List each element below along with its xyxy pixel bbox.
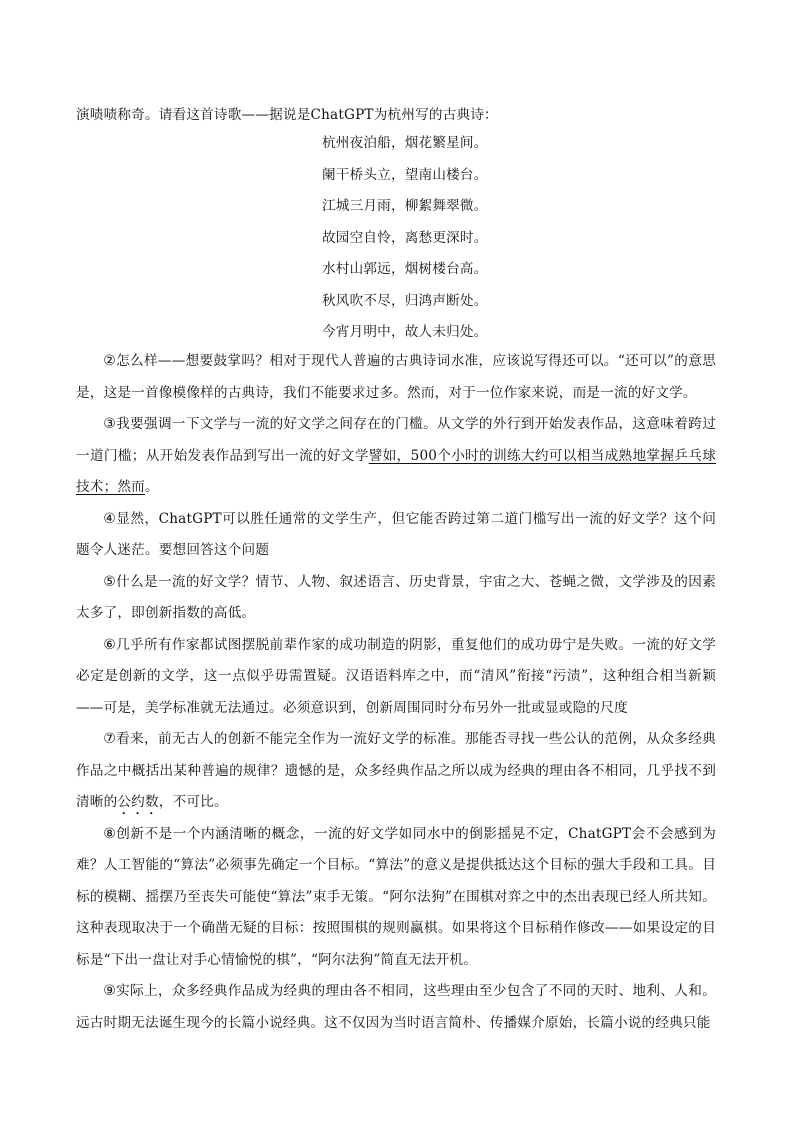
poem-line: 阑干桥头立，望南山楼台。 <box>322 166 488 183</box>
paragraph-text: 创新不是一个内涵清晰的概念，一流的好文学如同水中的倒影摇晃不定，ChatGPT会不会感到为难？人工智能的“算法”必须事先确定一个目标。“算法”的意义是提供抵达这个目标的强大手段和工具。目标的模糊、摇摆乃至丧失可能使“算法”束手无策。“阿尔法狗”在围棋对弈之中的杰出表现已经人所共知。这种表现取决于一个确凿无疑的目标：按照围棋的规则赢棋。如果将这个目标稍作修改——如果设定的目标是“下出一盘让对手心情愉悦的棋”，“阿尔法狗”简直无法开机。 <box>76 825 716 968</box>
classical-poem <box>322 128 488 349</box>
paragraph-text: 我要强调一下文学与一流的好文学之间存在的门槛。从文学的外行到开始发表作品，这意味着跨过一道门槛；从开始发表作品到写出一流的好文学 <box>76 416 716 464</box>
poem-line: 故园空自怜，离愁更深时。 <box>322 229 488 246</box>
paragraph-number: ② <box>103 353 117 369</box>
paragraph-text: 。 <box>144 479 159 495</box>
paragraph-number: ⑤ <box>103 573 117 590</box>
paragraph-5 <box>76 567 716 630</box>
paragraph-text: 实际上，众多经典作品成为经典的理由各不相同，这些理由至少包含了不同的天时、地利、人和。远古时期无法诞生现今的长篇小说经典。这不仅因为当时语言简朴、传播媒介原始，长篇小说的经典只能 <box>76 983 716 1031</box>
paragraph-text: ，不可比。 <box>158 794 228 810</box>
paragraph-2 <box>76 346 716 409</box>
underlined-text: 譬如，500个小时的训练大约可以相当成熟地掌握乒乓球技术；然而 <box>76 447 716 495</box>
poem-line: 水村山郭远，烟树楼台高。 <box>322 261 488 277</box>
article-body <box>76 346 716 1039</box>
paragraph-text: 显然，ChatGPT可以胜任通常的文学生产，但它能否跨过第二道门槛写出一流的好文学？这个问题令人迷茫。要想回答这个问题 <box>76 510 716 558</box>
paragraph-9 <box>76 976 716 1039</box>
paragraph-number: ⑧ <box>103 825 117 842</box>
paragraph-text: 几乎所有作家都试图摆脱前辈作家的成功制造的阴影，重复他们的成功毋宁是失败。一流的好文学必定是创新的文学，这一点似乎毋需置疑。汉语语料库之中，而“清风”衔接“污渍”，这种组合相当新颖——可是，美学标准就无法通过。必须意识到，创新周围同时分布另外一批或显或隐的尺度 <box>76 636 716 716</box>
paragraph-3 <box>76 409 716 504</box>
paragraph-8 <box>76 819 716 977</box>
paragraph-6 <box>76 630 716 725</box>
dotted-emphasis-text: 公约数 <box>117 794 159 810</box>
paragraph-number: ③ <box>103 416 117 432</box>
paragraph-text: 什么是一流的好文学？情节、人物、叙述语言、历史背景，宇宙之大、苍蝇之微，文学涉及的因素太多了，即创新指数的高低。 <box>76 573 716 621</box>
paragraph-4 <box>76 504 716 567</box>
paragraph-number: ⑥ <box>103 636 117 653</box>
poem-line: 今宵月明中，故人未归处。 <box>322 324 488 340</box>
poem-line: 秋风吹不尽，归鸿声断处。 <box>322 292 488 309</box>
paragraph-7 <box>76 724 716 819</box>
paragraph-text: 怎么样——想要鼓掌吗？相对于现代人普遍的古典诗词水准，应该说写得还可以。“还可以”的意思是，这是一首像模像样的古典诗，我们不能要求过多。然而，对于一位作家来说，而是一流的好文学。 <box>76 353 716 401</box>
paragraph-number: ⑨ <box>103 983 117 999</box>
poem-line: 江城三月雨，柳絮舞翠微。 <box>322 198 488 214</box>
paragraph-number: ④ <box>103 510 117 527</box>
paragraph-text: 看来，前无古人的创新不能完全作为一流好文学的标准。那能否寻找一些公认的范例，从众多经典作品之中概括出某种普遍的规律？遗憾的是，众多经典作品之所以成为经典的理由各不相同，几乎找不到清晰的 <box>76 731 716 810</box>
intro-line: 演啧啧称奇。请看这首诗歌——据说是ChatGPT为杭州写的古典诗： <box>76 107 498 123</box>
poem-line: 杭州夜泊船，烟花繁星间。 <box>322 135 488 151</box>
paragraph-number: ⑦ <box>103 731 117 747</box>
